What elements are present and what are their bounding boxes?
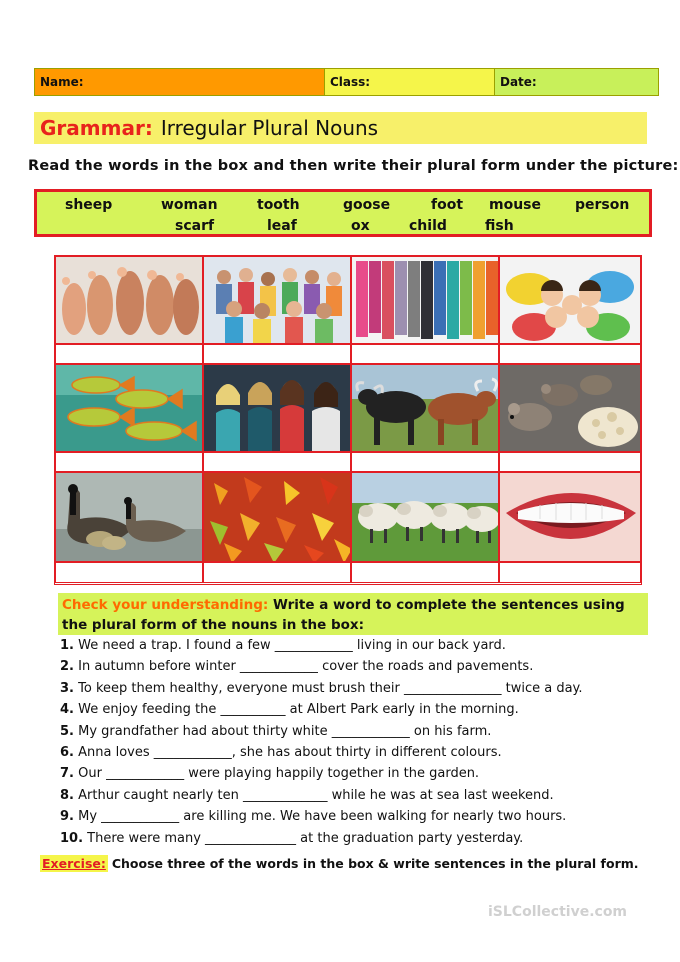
picture-leaves <box>203 472 351 562</box>
sentence-text: Our ____________ were playing happily together in the garden. <box>78 766 480 781</box>
answer-box[interactable] <box>55 562 203 583</box>
picture-women <box>203 364 351 452</box>
sentence-number: 2. <box>60 659 74 674</box>
sentence-number: 10. <box>60 831 84 846</box>
picture-scarves <box>351 256 499 344</box>
sentence-2 <box>60 659 533 674</box>
sentence-number: 8. <box>60 788 74 803</box>
sentence-number: 9. <box>60 809 74 824</box>
answer-box[interactable] <box>499 562 641 583</box>
picture-grid <box>54 255 642 585</box>
sentence-text: There were many ______________ at the graduation party yesterday. <box>87 831 524 846</box>
picture-geese <box>55 472 203 562</box>
sentence-7 <box>60 766 479 781</box>
picture-oxen <box>351 364 499 452</box>
answer-box[interactable] <box>203 562 351 583</box>
word: woman <box>161 197 218 213</box>
watermark: iSLCollective.com <box>488 904 628 920</box>
answer-box[interactable] <box>55 452 203 472</box>
sentence-text: My grandfather had about thirty white ____________ on his farm. <box>78 724 492 739</box>
answer-box[interactable] <box>55 344 203 364</box>
date-field[interactable] <box>495 69 658 95</box>
class-field[interactable] <box>325 69 495 95</box>
sentence-number: 4. <box>60 702 74 717</box>
sentence-text: To keep them healthy, everyone must brush their _______________ twice a day. <box>78 681 583 696</box>
sentence-6 <box>60 745 502 760</box>
exercise-line <box>40 856 639 871</box>
word: sheep <box>65 197 113 213</box>
answer-box[interactable] <box>203 344 351 364</box>
sentence-text: Anna loves ____________, she has about thirty in different colours. <box>78 745 502 760</box>
grammar-label: Grammar: <box>40 116 153 140</box>
sentence-number: 3. <box>60 681 74 696</box>
check-label: Check your understanding: <box>62 597 269 613</box>
picture-mice <box>499 364 641 452</box>
sentence-5 <box>60 724 491 739</box>
student-info-header <box>34 68 659 96</box>
answer-box[interactable] <box>351 562 499 583</box>
word: foot <box>431 197 464 213</box>
check-text: Write a word to complete the sentences using the plural form of the nouns in the box: <box>62 597 625 633</box>
exercise-label: Exercise: <box>42 856 106 871</box>
answer-box[interactable] <box>351 452 499 472</box>
sentence-number: 6. <box>60 745 74 760</box>
instruction-text: Read the words in the box and then write their plural form under the picture: <box>28 158 679 174</box>
sentence-text: My ____________ are killing me. We have been walking for nearly two hours. <box>78 809 567 824</box>
sentence-text: In autumn before winter ____________ cover the roads and pavements. <box>78 659 534 674</box>
exercise-text: Choose three of the words in the box & write sentences in the plural form. <box>111 856 639 871</box>
date-label: Date: <box>500 75 537 89</box>
word: ox <box>351 218 370 234</box>
sentence-9 <box>60 809 566 824</box>
sentence-text: Arthur caught nearly ten _____________ while he was at sea last weekend. <box>78 788 554 803</box>
sentence-number: 7. <box>60 766 74 781</box>
word: leaf <box>267 218 297 234</box>
worksheet-title <box>34 112 647 144</box>
sentence-8 <box>60 788 554 803</box>
word-box <box>34 189 652 237</box>
answer-box[interactable] <box>203 452 351 472</box>
picture-children <box>499 256 641 344</box>
check-understanding-box <box>58 593 648 635</box>
answer-box[interactable] <box>351 344 499 364</box>
picture-teeth <box>499 472 641 562</box>
word: tooth <box>257 197 300 213</box>
picture-people <box>203 256 351 344</box>
name-field[interactable] <box>35 69 325 95</box>
word: child <box>409 218 447 234</box>
topic-label: Irregular Plural Nouns <box>160 116 379 140</box>
sentence-number: 5. <box>60 724 74 739</box>
picture-sheep <box>351 472 499 562</box>
word: mouse <box>489 197 542 213</box>
sentence-text: We enjoy feeding the __________ at Albert Park early in the morning. <box>78 702 519 717</box>
sentence-text: We need a trap. I found a few ____________ living in our back yard. <box>78 638 506 653</box>
word: goose <box>343 197 391 213</box>
word: person <box>575 197 630 213</box>
picture-feet <box>55 256 203 344</box>
sentence-4 <box>60 702 519 717</box>
word: scarf <box>175 218 215 234</box>
sentence-1 <box>60 638 506 653</box>
name-label: Name: <box>40 75 84 89</box>
class-label: Class: <box>330 75 371 89</box>
sentence-3 <box>60 681 583 696</box>
sentence-number: 1. <box>60 638 74 653</box>
answer-box[interactable] <box>499 452 641 472</box>
answer-box[interactable] <box>499 344 641 364</box>
sentence-10 <box>60 831 523 846</box>
word: fish <box>485 218 514 234</box>
picture-fish <box>55 364 203 452</box>
